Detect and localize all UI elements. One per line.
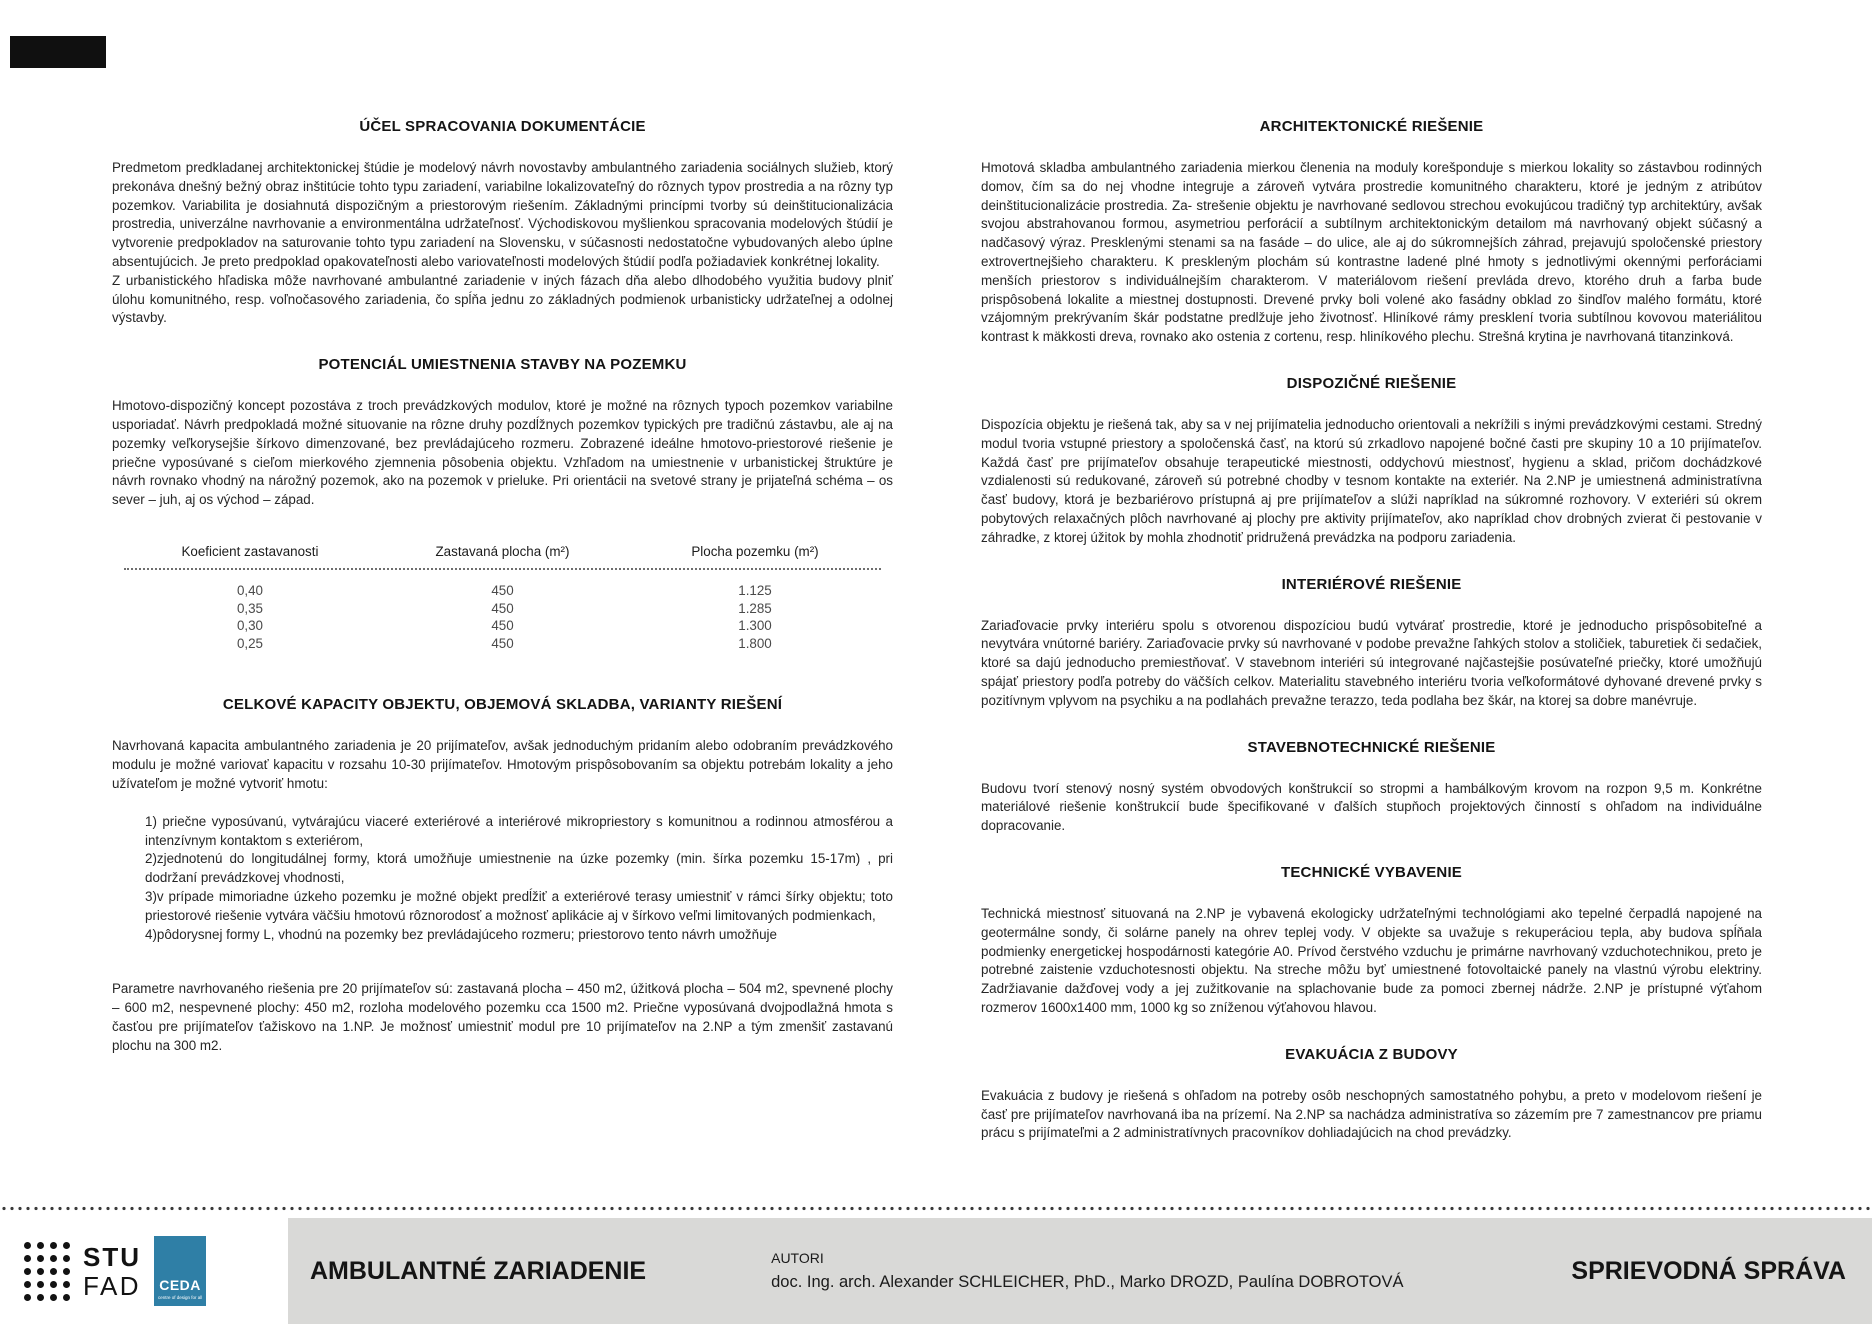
paragraph-ucel-2: Z urbanistického hľadiska môže navrhované ambulantné zariadenie v iných fázach dňa alebo dlhodobého využitia budovy plniť úlohu komunitného, resp. voľnočasového zariadenia, čo spĺňa jednu zo základných podmienok urbanisticky udržateľnej a odolnej výstavby. bbox=[112, 272, 893, 326]
coefficient-table bbox=[124, 544, 882, 652]
table-row bbox=[124, 600, 882, 618]
fad-label: FAD bbox=[83, 1270, 142, 1301]
section-heading-interierove: INTERIÉROVÉ RIEŠENIE bbox=[1281, 575, 1462, 593]
ceda-logo bbox=[154, 1236, 206, 1306]
table-dotted-rule bbox=[124, 568, 882, 570]
paragraph-parametre: Parametre navrhovaného riešenia pre 20 prijímateľov sú: zastavaná plocha – 450 m2, úžitková plocha – 504 m2, spevnené plochy – 600 m2, nespevnené plochy: 450 m2, rozloha modelového pozemku cca 1500 m2. Priečne vyposúvaná dvojpodlažná hmota s časťou pre prijímateľov ťažiskovo na 1.NP. Je možnosť umiestniť modul pre 10 prijímateľov na 2.NP a tým zmenšiť zastavanú plochu na 300 m2. bbox=[112, 981, 893, 1053]
footer-gray-zone bbox=[288, 1218, 1872, 1324]
paragraph-evakuacia: Evakuácia z budovy je riešená s ohľadom na potreby osôb neschopných samostatného pohybu, a preto v modelovom riešení je časť pre prijímateľov navrhovaná iba na prízemí. Na 2.NP sa nachádza administratíva so zázemím pre 7 zamestnancov pre priamu prácu s prijímateľmi a 2 administratívnych pracovníkov dohliadajúcich na chod prevádzky. bbox=[981, 1087, 1762, 1141]
list-item-4: 4)pôdorysnej formy L, vhodnú na pozemky bez prevládajúceho rozmeru; priestorovo tento návrh umožňuje bbox=[145, 926, 777, 942]
paragraph-dispozicne: Dispozícia objektu je riešená tak, aby sa v nej prijímatelia jednoducho orientovali a nekrížili s inými prevádzkovými cestami. Stredný modul tvoria vstupné priestory a spoločenská časť, na ktorú sú zrkadlovo napojené bočné časti pre skupiny 10 a 10 prijímateľov. Každá časť pre prijímateľov obsahuje terapeutické miestnosti, oddychovú miestnosť, hygienu a sklad, pričom dochádzkové vzdialenosti sú redukované, zároveň sú potrebné chodby v tesnom kontakte na exteriér. Na 2.NP je umiestnená administratívna časť budovy, ktorá je bezbariérovo prístupná aj pre prijímateľov a slúži napríklad na súkromné rozhovory. V exteriéri sú okrem pobytových relaxačných plôch navrhované aj plochy pre aktivity prijímateľov, ako napríklad chov drobných zvierat či pestovanie v záhradke, z ktorej úžitok by mohla zhodnotiť pridružená prevádzka na podporu zariadenia. bbox=[981, 416, 1762, 545]
ceda-tagline: centre of design for all bbox=[157, 1295, 203, 1300]
authors-names: doc. Ing. arch. Alexander SCHLEICHER, PhD., Marko DROZD, Paulína DOBROTOVÁ bbox=[771, 1273, 1404, 1291]
corner-print-mark bbox=[10, 36, 106, 68]
section-heading-potencial: POTENCIÁL UMIESTNENIA STAVBY NA POZEMKU bbox=[318, 356, 687, 374]
table-row bbox=[124, 617, 882, 635]
table-cell: 1.300 bbox=[738, 618, 772, 634]
table-cell: 450 bbox=[491, 582, 514, 598]
paragraph-architektonicke: Hmotová skladba ambulantného zariadenia mierkou členenia na moduly korešponduje s mierkou lokality so zástavbou rodinných domov, čím sa do nej vhodne integruje a zároveň vytvára prostredie komunitného charakteru, ktoré je jedným z atribútov deinštitucionalizácie prostredia. Za- strešenie objektu je navrhované sedlovou strechou evokujúcou tradičný typ architektúry, avšak svojou abstrahovanou formou, asymetriou perforácií a subtílnym architektonickým detailom má navrhovaný objekt súčasný a nadčasový výraz. Presklenými stenami sa na fasáde – do ulice, ale aj do súkromnejších záhrad, prejavujú spoločenské priestory extrovertnejšieho charakteru. K preskleným plochám sú kontrastne ladené plné hmoty s jednotlivými okennými perforáciami menších priestorov s individuálnejším charakterom. V materiálovom riešení prevláda drevo, ktorého druh a farba bude prispôsobená lokalite a miestnej dostupnosti. Drevené prvky boli volené ako fasádny obklad zo šindľov malého formátu, ktoré vzájomným prekrývaním škár podstatne predlžuje jeho životnosť. Hliníkové rámy presklení tvoria subtílnou kovovou materiálitou kontrast k mäkkosti dreva, rovnako ako ostenia z cortenu, resp. hliníkového plechu. Strešná krytina je navrhovaná titanzinková. bbox=[981, 160, 1762, 345]
paragraph-stavebnotechnicke: Budovu tvorí stenový nosný systém obvodových konštrukcií so stropmi a hambálkovým krovom na rozpon 9,5 m. Konkrétne materiálové riešenie konštrukcií bude špecifikované v ďalších stupňoch projektových činností s ohľadom na individuálne dopracovanie. bbox=[981, 780, 1762, 834]
section-heading-dispozicne: DISPOZIČNÉ RIEŠENIE bbox=[1286, 374, 1457, 392]
table-row bbox=[124, 635, 882, 653]
table-cell: 0,30 bbox=[236, 618, 263, 634]
table-cell: 450 bbox=[491, 600, 514, 616]
document-body bbox=[112, 118, 1762, 1143]
paragraph-kapacity: Navrhovaná kapacita ambulantného zariadenia je 20 prijímateľov, avšak jednoduchým pridaním alebo odobraním prevádzkového modulu je možné variovať kapacitu v rozsahu 10-30 prijímateľov. Hmotovým prispôsobovaním sa objektu potrebám lokality a jeho užívateľom je možné vytvoriť hmotu: bbox=[112, 738, 893, 791]
table-cell: 450 bbox=[491, 635, 514, 651]
stu-fad-wordmark bbox=[83, 1241, 142, 1301]
footer-dotted-rule bbox=[0, 1206, 1872, 1211]
table-cell: 450 bbox=[491, 618, 514, 634]
stu-dots-logo bbox=[24, 1242, 70, 1301]
footer-logo-zone bbox=[0, 1218, 288, 1324]
table-header-zastavana-plocha: Zastavaná plocha (m²) bbox=[435, 543, 570, 559]
coefficient-table-header bbox=[124, 544, 882, 568]
section-heading-stavebnotechnicke: STAVEBNOTECHNICKÉ RIEŠENIE bbox=[1247, 738, 1496, 756]
table-cell: 1.285 bbox=[738, 600, 772, 616]
table-cell: 1.125 bbox=[738, 582, 772, 598]
table-header-plocha-pozemku: Plocha pozemku (m²) bbox=[691, 543, 819, 559]
table-cell: 0,25 bbox=[236, 635, 263, 651]
section-heading-kapacity: CELKOVÉ KAPACITY OBJEKTU, OBJEMOVÁ SKLADBA, VARIANTY RIEŠENÍ bbox=[222, 696, 783, 714]
paragraph-technicke: Technická miestnosť situovaná na 2.NP je vybavená ekologicky udržateľnými technológiami ako tepelné čerpadlá napojené na geotermálne sondy, či solárne panely na ohrev teplej vody. V objekte sa uvažuje s rekuperáciou tepla, aby budova spĺňala podmienky energetickej hospodárnosti kategórie A0. Prívod čerstvého vzduchu je primárne navrhovaný vzduchotechnikou, preto je potrebné zaistenie vzduchotesnosti objektu. Na streche môžu byť umiestnené fotovoltaické panely na vlastnú výrobu elektriny. Zadržiavanie dažďovej vody a jej zužitkovanie na splachovanie bude za pomoci zbernej nádrže. 2.NP je prístupné výťahom rozmerov 1600x1400 mm, 1000 kg so zníženou výťahovou hlavou. bbox=[981, 905, 1762, 1015]
stu-label: STU bbox=[83, 1241, 141, 1272]
table-header-koeficient: Koeficient zastavanosti bbox=[181, 543, 319, 559]
right-column bbox=[981, 118, 1762, 1143]
section-heading-evakuacia: EVAKUÁCIA Z BUDOVY bbox=[1285, 1045, 1458, 1063]
table-cell: 1.800 bbox=[738, 635, 772, 651]
table-row bbox=[124, 582, 882, 600]
paragraph-ucel-1: Predmetom predkladanej architektonickej štúdie je modelový návrh novostavby ambulantného zariadenia sociálnych služieb, ktorý prekonáva dnešný bežný obraz inštitúcie tohto typu zariadení, variabilne lokalizovateľný do rôznych typov prostredia a na rôzny typ pozemkov. Variabilita je dosiahnutá dispozičným a priestorovým riešením. Základnými princípmi tvorby sú deinštitucionalizácia prostredia, univerzálne navrhovanie a environmentálna udržateľnosť. Východiskovou myšlienkou spracovania modelových štúdií je vytvorenie predpokladov na saturovanie tohto typu zariadení na Slovensku, v súčasnosti nedostatočne vybudovaných alebo úplne absentujúcich. Je preto predpoklad opakovateľnosti alebo variovateľnosti modelových štúdií podľa požiadaviek konkrétnej lokality. bbox=[112, 160, 893, 269]
section-heading-architektonicke: ARCHITEKTONICKÉ RIEŠENIE bbox=[1259, 118, 1484, 135]
authors-label: AUTORI bbox=[771, 1250, 824, 1266]
left-column bbox=[112, 118, 893, 1143]
list-item-2: 2)zjednotenú do longitudálnej formy, ktorá umožňuje umiestnenie na úzke pozemky (min. šírka pozemku 15-17m) , pri dodržaní prevádzkovej vhodnosti, bbox=[145, 851, 893, 886]
authors-block bbox=[771, 1250, 1403, 1292]
table-cell: 0,35 bbox=[236, 600, 263, 616]
table-cell: 0,40 bbox=[236, 582, 263, 598]
section-heading-technicke: TECHNICKÉ VYBAVENIE bbox=[1280, 863, 1463, 881]
document-title: SPRIEVODNÁ SPRÁVA bbox=[1571, 1256, 1846, 1285]
list-item-3: 3)v prípade mimoriadne úzkeho pozemku je možné objekt predĺžiť a exteriérové terasy umiestniť v rámci šírky objektu; toto priestorové riešenie vytvára väčšiu hmotovú rôznorodosť a možnosť aplikácie aj v šírkovo veľmi limitovaných podmienkach, bbox=[145, 888, 893, 923]
paragraph-interierove: Zariaďovacie prvky interiéru spolu s otvorenou dispozíciou budú vytvárať prostredie, ktoré je jednoducho prispôsobiteľné a nevytvára vnútorné bariéry. Zariaďovacie prvky sú navrhované v podobe prevažne ľahkých stolov a stoličiek, taburetiek či sedačiek, ktoré sa dajú jednoducho premiestňovať. V stavebnom interiéri sú integrované najčastejšie posúvateľné priečky, ktoré umožňujú spájať priestory podľa potreby do väčších celkov. Materialitu stavebného interiéru tvoria veľkoformátové dyhované drevené prvky s pozitívnym vplyvom na psychiku a na podlahách prevažne terazzo, teda podlaha bez škár, na ktorej sa dobre manévruje. bbox=[981, 617, 1762, 708]
section-heading-ucel: ÚČEL SPRACOVANIA DOKUMENTÁCIE bbox=[359, 118, 646, 135]
variant-list bbox=[112, 813, 893, 945]
project-title: AMBULANTNÉ ZARIADENIE bbox=[310, 1256, 647, 1285]
list-item-1: 1) priečne vyposúvanú, vytvárajúcu viaceré exteriérové a interiérové mikropriestory s komunitnou a rodinnou atmosférou a intenzívnym kontaktom s exteriérom, bbox=[145, 813, 893, 848]
paragraph-potencial: Hmotovo-dispozičný koncept pozostáva z troch prevádzkových modulov, ktoré je možné na rôznych typoch pozemkov variabilne usporiadať. Návrh predpokladá možné situovanie na rôzne druhy pozdĺžnych pozemkov typických pre tradičnú zástavbu, ale aj na pozemky veľkorysejšie šírkovo dimenzované, bez prevládajúceho rozmeru. Zobrazené ideálne hmotovo-priestorové riešenie je priečne vyposúvané s cieľom mierkového zjemnenia pôsobenia objektu. Vzhľadom na umiestnenie v urbanistickej štruktúre je návrh rovnako vhodný na nárožný pozemok, ako na pozemok v prieluke. Pri orientácii na svetové strany je prijateľná schéma – os sever – juh, aj os východ – západ. bbox=[112, 398, 893, 508]
footer-bar bbox=[0, 1218, 1872, 1324]
ceda-label: CEDA bbox=[159, 1277, 201, 1293]
